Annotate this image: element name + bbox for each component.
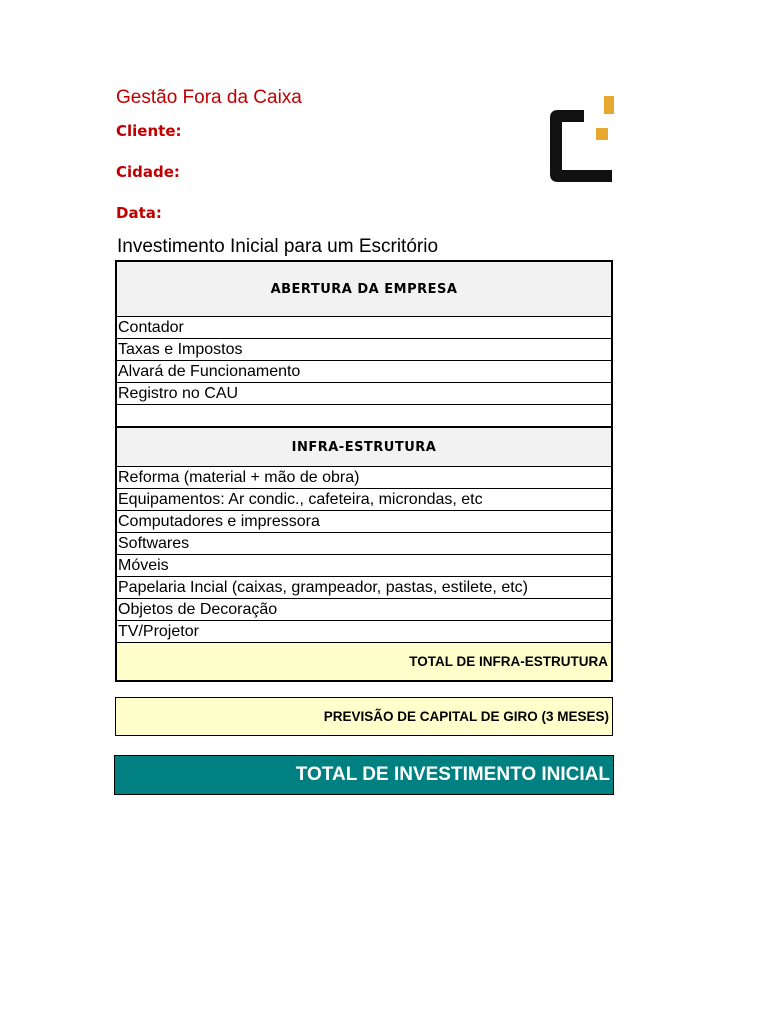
table-row: Alvará de Funcionamento (117, 361, 611, 383)
page-title: Investimento Inicial para um Escritório (117, 236, 439, 257)
brand-title: Gestão Fora da Caixa (116, 87, 302, 108)
table-row: Objetos de Decoração (117, 599, 611, 621)
section-header-infra: INFRA-ESTRUTURA (117, 427, 611, 467)
table-row (117, 405, 611, 427)
client-label: Cliente: (116, 122, 182, 140)
table-row: Contador (117, 317, 611, 339)
table-row: Reforma (material + mão de obra) (117, 467, 611, 489)
grand-total-row (114, 755, 614, 795)
section-header-abertura: ABERTURA DA EMPRESA (117, 262, 611, 317)
table-row: Registro no CAU (117, 383, 611, 405)
grand-total-label: TOTAL DE INVESTIMENTO INICIAL (295, 764, 610, 785)
capital-giro-label: PREVISÃO DE CAPITAL DE GIRO (3 MESES) (323, 709, 609, 724)
capital-giro-row (115, 697, 613, 736)
table-row: Computadores e impressora (117, 511, 611, 533)
table-row: Equipamentos: Ar condic., cafeteira, microndas, etc (117, 489, 611, 511)
table-row: TV/Projetor (117, 621, 611, 643)
table-row: Taxas e Impostos (117, 339, 611, 361)
total-infra-label: TOTAL DE INFRA-ESTRUTURA (409, 654, 608, 669)
company-logo-icon (550, 96, 614, 184)
table-row: Softwares (117, 533, 611, 555)
date-label: Data: (116, 204, 162, 222)
table-row: Papelaria Incial (caixas, grampeador, pastas, estilete, etc) (117, 577, 611, 599)
investment-table (115, 260, 613, 682)
table-row: Móveis (117, 555, 611, 577)
city-label: Cidade: (116, 163, 180, 181)
total-infra-row (117, 643, 611, 680)
